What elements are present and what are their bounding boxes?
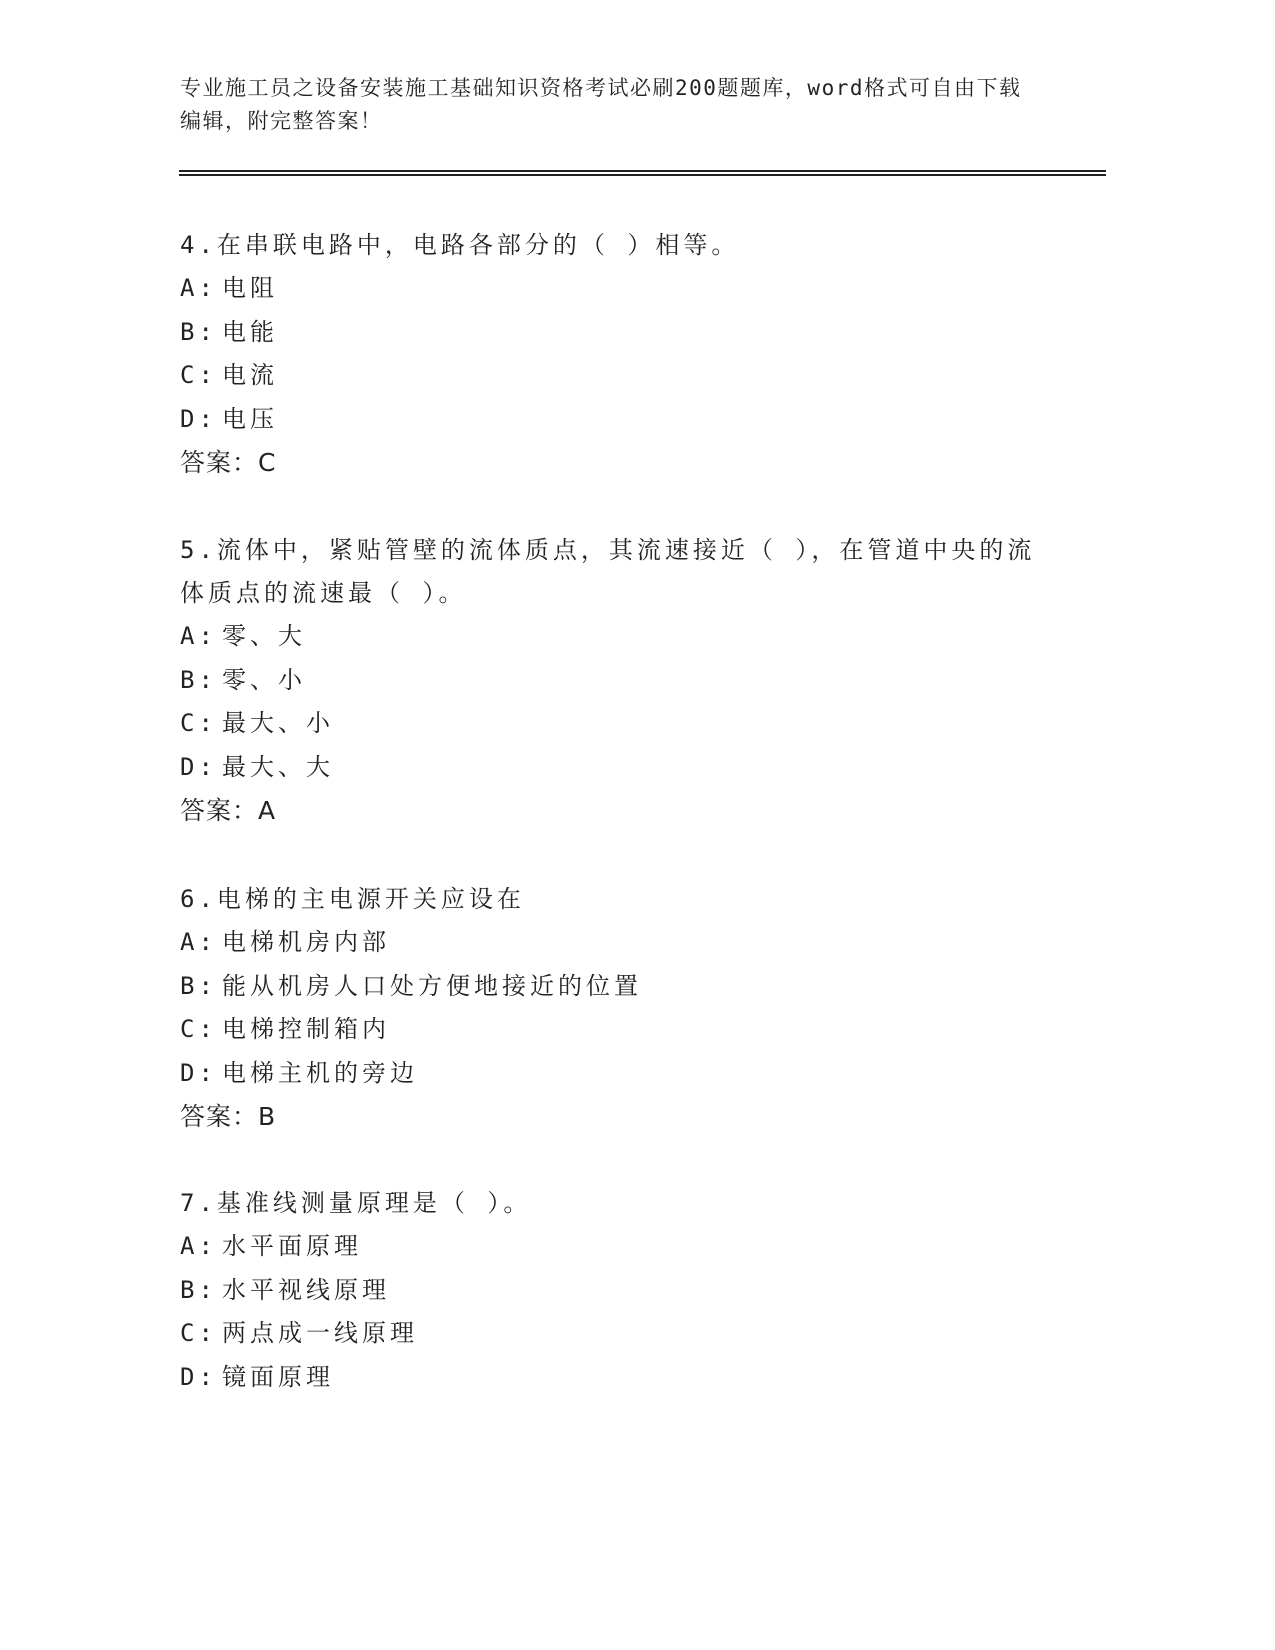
option-letter: D: <box>180 752 217 781</box>
option-letter: D: <box>180 1058 217 1087</box>
option-text: 电梯主机的旁边 <box>222 1058 418 1087</box>
option-b <box>180 311 1060 355</box>
option-text: 电梯控制箱内 <box>222 1015 390 1043</box>
option-d <box>180 746 1060 790</box>
option-c <box>180 702 1060 746</box>
question-4 <box>180 224 1060 484</box>
option-d <box>180 398 1060 442</box>
option-b <box>180 1269 1060 1313</box>
option-text: 镜面原理 <box>222 1362 334 1391</box>
option-letter: A: <box>180 622 217 650</box>
option-letter: D: <box>180 1362 217 1391</box>
document-header: 专业施工员之设备安装施工基础知识资格考试必刷200题题库，word格式可自由下载编辑，附完整答案！ <box>180 76 1022 133</box>
option-a <box>180 615 1060 659</box>
option-a <box>180 1225 1060 1269</box>
option-letter: C: <box>180 1015 217 1043</box>
option-text: 电能 <box>222 317 278 346</box>
header-divider-bottom <box>179 174 1106 176</box>
option-c <box>180 354 1060 398</box>
option-text: 电阻 <box>222 274 278 302</box>
option-c <box>180 1008 1060 1052</box>
option-text: 最大、大 <box>222 752 334 781</box>
option-text: 水平视线原理 <box>222 1275 390 1304</box>
option-text: 两点成一线原理 <box>222 1319 418 1347</box>
option-text: 电梯机房内部 <box>222 928 390 956</box>
option-text: 电压 <box>222 404 278 433</box>
question-stem: 6.电梯的主电源开关应设在 <box>180 885 525 913</box>
option-a <box>180 921 1060 965</box>
option-text: 能从机房人口处方便地接近的位置 <box>222 971 642 1000</box>
option-c <box>180 1312 1060 1356</box>
question-stem: 5.流体中，紧贴管壁的流体质点，其流速接近（ ），在管道中央的流体质点的流速最（ ）。 <box>180 536 1036 607</box>
question-6 <box>180 878 1060 1138</box>
option-text: 零、大 <box>222 622 306 650</box>
answer: 答案：B <box>180 1102 277 1131</box>
option-letter: A: <box>180 274 217 302</box>
option-letter: A: <box>180 928 217 956</box>
option-text: 水平面原理 <box>222 1232 362 1260</box>
option-letter: D: <box>180 404 217 433</box>
option-text: 零、小 <box>222 665 306 694</box>
option-a <box>180 267 1060 311</box>
question-7 <box>180 1182 1060 1399</box>
option-letter: C: <box>180 709 217 737</box>
option-text: 电流 <box>222 361 278 389</box>
option-letter: B: <box>180 317 217 346</box>
option-b <box>180 965 1060 1009</box>
option-letter: C: <box>180 361 217 389</box>
answer: 答案：A <box>180 796 277 825</box>
option-b <box>180 659 1060 703</box>
option-d <box>180 1356 1060 1400</box>
option-letter: B: <box>180 665 217 694</box>
answer: 答案：C <box>180 448 277 477</box>
question-stem: 7.基准线测量原理是（ ）。 <box>180 1189 532 1217</box>
header-divider-top <box>179 170 1106 172</box>
question-stem: 4.在串联电路中，电路各部分的（ ）相等。 <box>180 231 740 259</box>
option-letter: B: <box>180 971 217 1000</box>
option-text: 最大、小 <box>222 709 334 737</box>
option-letter: A: <box>180 1232 217 1260</box>
option-letter: C: <box>180 1319 217 1347</box>
question-5 <box>180 529 1060 832</box>
option-d <box>180 1052 1060 1096</box>
option-letter: B: <box>180 1275 217 1304</box>
